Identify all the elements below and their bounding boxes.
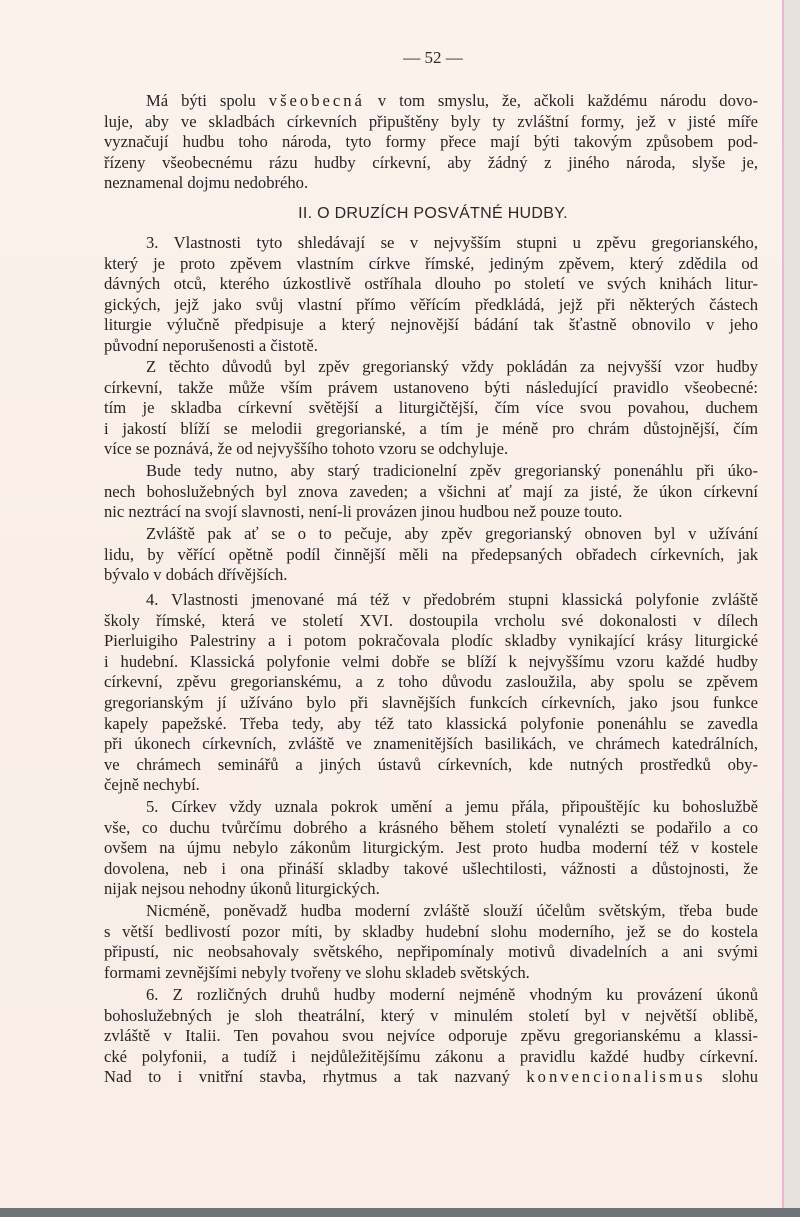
text-line: Pierluigiho Palestriny a i potom pokračovala plodíc skladby vynikající krásy liturgické <box>104 631 758 651</box>
text-line: gregorianským jí užíváno bylo při slavnějších funkcích církevních, jako jsou funkce <box>104 692 758 712</box>
scanner-bottom-edge <box>0 1208 800 1217</box>
text-line: Zvláště pak ať se o to pečuje, aby zpěv gregorianský obnoven byl v užívání <box>146 524 758 543</box>
text-line: gických, jejž jako svůj vlastní přímo věřícím předkládá, jejž při některých částech <box>104 294 758 314</box>
text-line: při úkonech církevních, zvláště ve znamenitějších basilikách, ve chrámech katedrálních, <box>104 734 758 754</box>
text-line: Nicméně, poněvadž hudba moderní zvláště slouží účelům světským, třeba bude <box>146 901 758 920</box>
text-line: čejně nechybí. <box>104 775 200 795</box>
text-line: více se poznává, že od nejvyššího tohoto vzoru se odchyluje. <box>104 439 509 459</box>
text-line: vše, co duchu tvůrčímu dobrého a krásného během století vynalézti se podařilo a co <box>104 817 758 837</box>
text-span: Nad to i vnitřní stavba, rhytmus a tak nazvaný <box>104 1067 527 1087</box>
text-line <box>104 1067 758 1088</box>
text-line: který je proto zpěvem vlastním církve římské, jediným zpěvem, který zdědila od <box>104 253 758 273</box>
text-line: připustí, nic neobsahovaly světského, nepřipomínaly motivů divadelních a ani svými <box>104 942 758 962</box>
page-number: — 52 — <box>403 48 463 67</box>
text-line: církevní, zpěvu gregorianskému, a z toho důvodu zasloužila, aby spolu se zpěvem <box>104 672 758 692</box>
text-line: 4. Vlastnosti jmenované má též v předobrém stupni klassická polyfonie zvláště <box>146 590 758 609</box>
text-line: školy římské, která ve století XVI. dostoupila vrcholu své dokonalosti v dílech <box>104 610 758 630</box>
text-line: dovolena, neb i ona přináší skladby takové ušlechtilosti, vážnosti a důstojnosti, že <box>104 858 758 878</box>
emphasis-text: konvencionalismus <box>526 1067 706 1087</box>
text-line: i hudební. Klassická polyfonie velmi dobře se blíží k nejvyššímu vzoru každé hudby <box>104 651 758 671</box>
text-line: církevní, takže může vším právem ustanoveno býti následující pravidlo všeobecné: <box>104 377 758 397</box>
paragraph-1 <box>104 91 758 194</box>
text-line: 5. Církev vždy uznala pokrok umění a jemu přála, připouštějíc ku bohoslužbě <box>146 797 758 816</box>
text-line: luje, aby ve skladbách církevních připuštěny byly ty zvláštní formy, jež v jisté míře <box>104 111 758 131</box>
paragraph-7 <box>104 797 758 900</box>
text-line: i jakostí blíží se melodii gregorianské, a tím je méně pro chrám důstojnější, čím <box>104 418 758 438</box>
text-line: s větší bedlivostí pozor míti, by skladby hudební slohu moderního, jež se do kostela <box>104 921 758 941</box>
text-line: nech bohoslužebných byl znova zaveden; a všichni ať mají za jisté, že úkon církevní <box>104 481 758 501</box>
paragraph-5 <box>104 524 758 586</box>
text-line: řízeny všeobecnému rázu hudby církevní, aby žádný z jiného národa, slyše je, <box>104 152 758 172</box>
text-line: bývalo v dobách dřívějších. <box>104 565 288 585</box>
text-line: 6. Z rozličných druhů hudby moderní nejméně vhodným ku provázení úkonů <box>146 985 758 1004</box>
text-line: nic neztrácí na svojí slavnosti, není-li provázen jinou hudbou než pouze touto. <box>104 502 623 522</box>
text-line: neznamenal dojmu nedobrého. <box>104 173 309 193</box>
text-line: 3. Vlastnosti tyto shledávají se v nejvyšším stupni u zpěvu gregorianského, <box>146 233 758 252</box>
text-line: tím je skladba církevní světější a liturgičtější, čím více svou povahou, duchem <box>104 398 758 418</box>
paragraph-6 <box>104 590 758 796</box>
text-line: kapely papežské. Třeba tedy, aby též tato klassická polyfonie ponenáhlu se zavedla <box>104 713 758 733</box>
text-line: liturgie výlučně předpisuje a který nejnovější bádání tak šťastně obnovilo v jeho <box>104 315 758 335</box>
text-span: Má býti spolu <box>146 91 269 110</box>
text-line: původní neporušenosti a čistotě. <box>104 335 318 355</box>
text-line: nijak nejsou nehodny úkonů liturgických. <box>104 879 380 899</box>
text-line <box>104 91 758 112</box>
text-line: vyznačují hudbu toho národa, tyto formy přece mají býti takovým způsobem pod- <box>104 132 758 152</box>
paragraph-9 <box>104 985 758 1088</box>
text-line: Z těchto důvodů byl zpěv gregorianský vždy pokládán za nejvyšší vzor hudby <box>146 357 758 376</box>
text-span: slohu <box>705 1067 758 1087</box>
text-line: Bude tedy nutno, aby starý tradicionelní zpěv gregorianský ponenáhlu při úko- <box>146 461 758 480</box>
text-line: bohoslužebných je sloh theatrální, který v minulém století byl v největší oblibě, <box>104 1005 758 1025</box>
text-line: cké polyfonii, a tudíž i nejdůležitějšímu zákonu a pravidlu každé hudby církevní. <box>104 1046 758 1066</box>
text-line: ovšem na újmu nebylo zákonům liturgickým. Jest proto hudba moderní též v kostele <box>104 838 758 858</box>
paragraph-2 <box>104 233 758 357</box>
text-span: v tom smyslu, že, ačkoli každému národu dovo- <box>364 91 758 110</box>
text-line: zvláště v Italii. Ten povahou svou nejvíce odporuje zpěvu gregorianskému a klassi- <box>104 1026 758 1046</box>
text-line: ve chrámech seminářů a jiných ústavů církevních, kde nutných prostředků oby- <box>104 754 758 774</box>
page-edge <box>784 0 800 1208</box>
section-heading: II. O DRUZÍCH POSVÁTNÉ HUDBY. <box>298 205 568 222</box>
text-line: lidu, by věřící opětně podíl činnější měli na předepsaných obřadech církevních, jak <box>104 544 758 564</box>
paragraph-3 <box>104 357 758 460</box>
text-line: formami zevnějšími nebyly tvořeny ve slohu skladeb světských. <box>104 962 530 982</box>
paragraph-4 <box>104 461 758 523</box>
emphasis-text: všeobecná <box>268 91 365 110</box>
text-line: dávných otců, kterého úzkostlivě ostříhala dlouho po století ve svých knihách litur- <box>104 274 758 294</box>
paragraph-8 <box>104 901 758 983</box>
